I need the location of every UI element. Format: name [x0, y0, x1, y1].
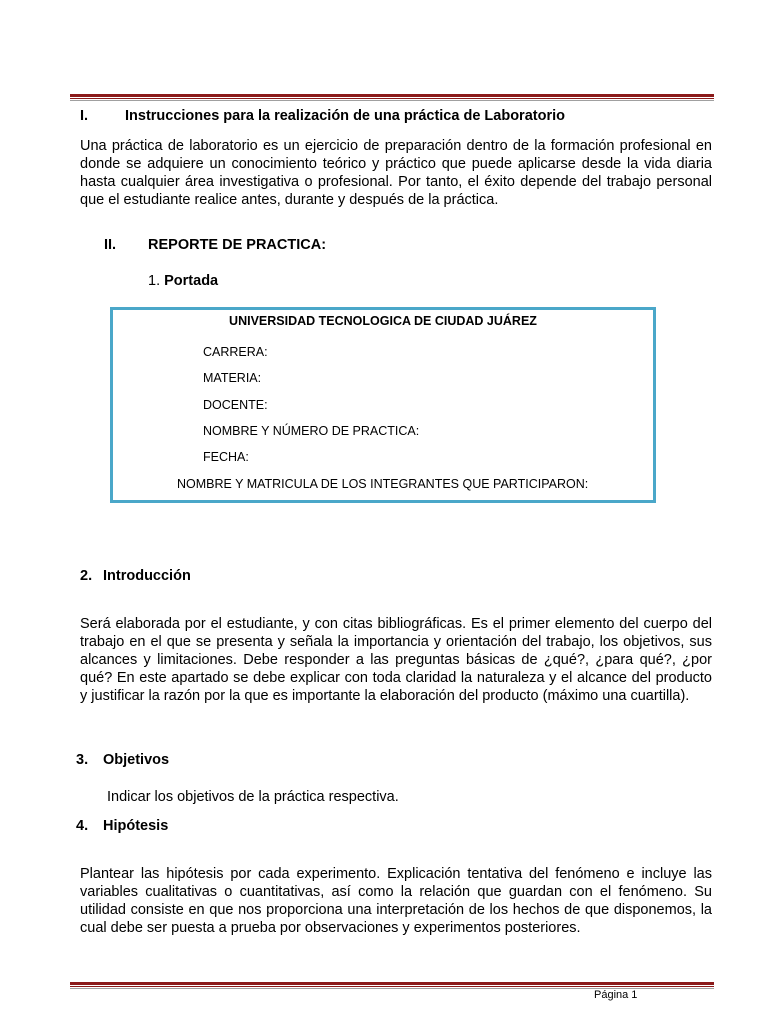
cover-field-materia: MATERIA: [203, 371, 262, 385]
cover-university: UNIVERSIDAD TECNOLOGICA DE CIUDAD JUÁREZ [229, 314, 537, 328]
section-1-numeral: I. [80, 108, 89, 124]
footer-rule [70, 982, 714, 989]
hypothesis-title: Hipótesis [103, 818, 169, 834]
portada-heading [148, 273, 218, 289]
intro-paragraph: Será elaborada por el estudiante, y con citas bibliográficas. Es el primer elemento del cuerpo del trabajo en el que se presenta y señala la importancia y orientación del trabajo, los objetivos, sus alcances y limitaciones. Debe responder a las preguntas básicas de ¿qué?, ¿para qué?, ¿por qué? En este apartado se debe explicar con toda claridad la naturaleza y el alcance del producto y justificar la razón por la que es importante la elaboración del producto (máximo una cuartilla). [80, 616, 712, 704]
portada-number: 1. [148, 273, 161, 289]
hypothesis-number: 4. [76, 818, 89, 834]
header-rule [70, 94, 714, 101]
hypothesis-paragraph: Plantear las hipótesis por cada experimento. Explicación tentativa del fenómeno e incluye las variables cualitativas o cuantitativas, así como la relación que guardan con el fenómeno. Su utilidad consiste en que nos proporciona una interpretación de los hechos de que disponemos, la cual debe ser puesta a prueba por observaciones y experimentos posteriores. [80, 866, 712, 936]
section-2-numeral: II. [104, 237, 117, 253]
objectives-text: Indicar los objetivos de la práctica respectiva. [107, 789, 399, 805]
page-number: Página 1 [594, 989, 638, 1001]
cover-field-fecha: FECHA: [203, 450, 249, 464]
section-1-paragraph: Una práctica de laboratorio es un ejercicio de preparación dentro de la formación profesional en donde se adquiere un conocimiento teórico y práctico que puede aplicarse desde la vida diaria hasta cualquier área investigativa o profesional. Por tanto, el éxito depende del trabajo personal que el estudiante realice antes, durante y después de la práctica. [80, 138, 712, 208]
section-2-title: REPORTE DE PRACTICA: [148, 237, 327, 253]
objectives-title: Objetivos [103, 752, 170, 768]
section-1-title: Instrucciones para la realización de una práctica de Laboratorio [125, 108, 565, 124]
cover-field-integrantes: NOMBRE Y MATRICULA DE LOS INTEGRANTES QUE PARTICIPARON: [177, 477, 589, 491]
objectives-number: 3. [76, 752, 89, 768]
intro-title: Introducción [103, 568, 191, 584]
cover-box [110, 307, 656, 503]
portada-title: Portada [164, 273, 219, 289]
cover-field-docente: DOCENTE: [203, 398, 268, 412]
intro-number: 2. [80, 568, 93, 584]
cover-field-practica: NOMBRE Y NÚMERO DE PRACTICA: [203, 424, 420, 438]
cover-field-carrera: CARRERA: [203, 345, 268, 359]
